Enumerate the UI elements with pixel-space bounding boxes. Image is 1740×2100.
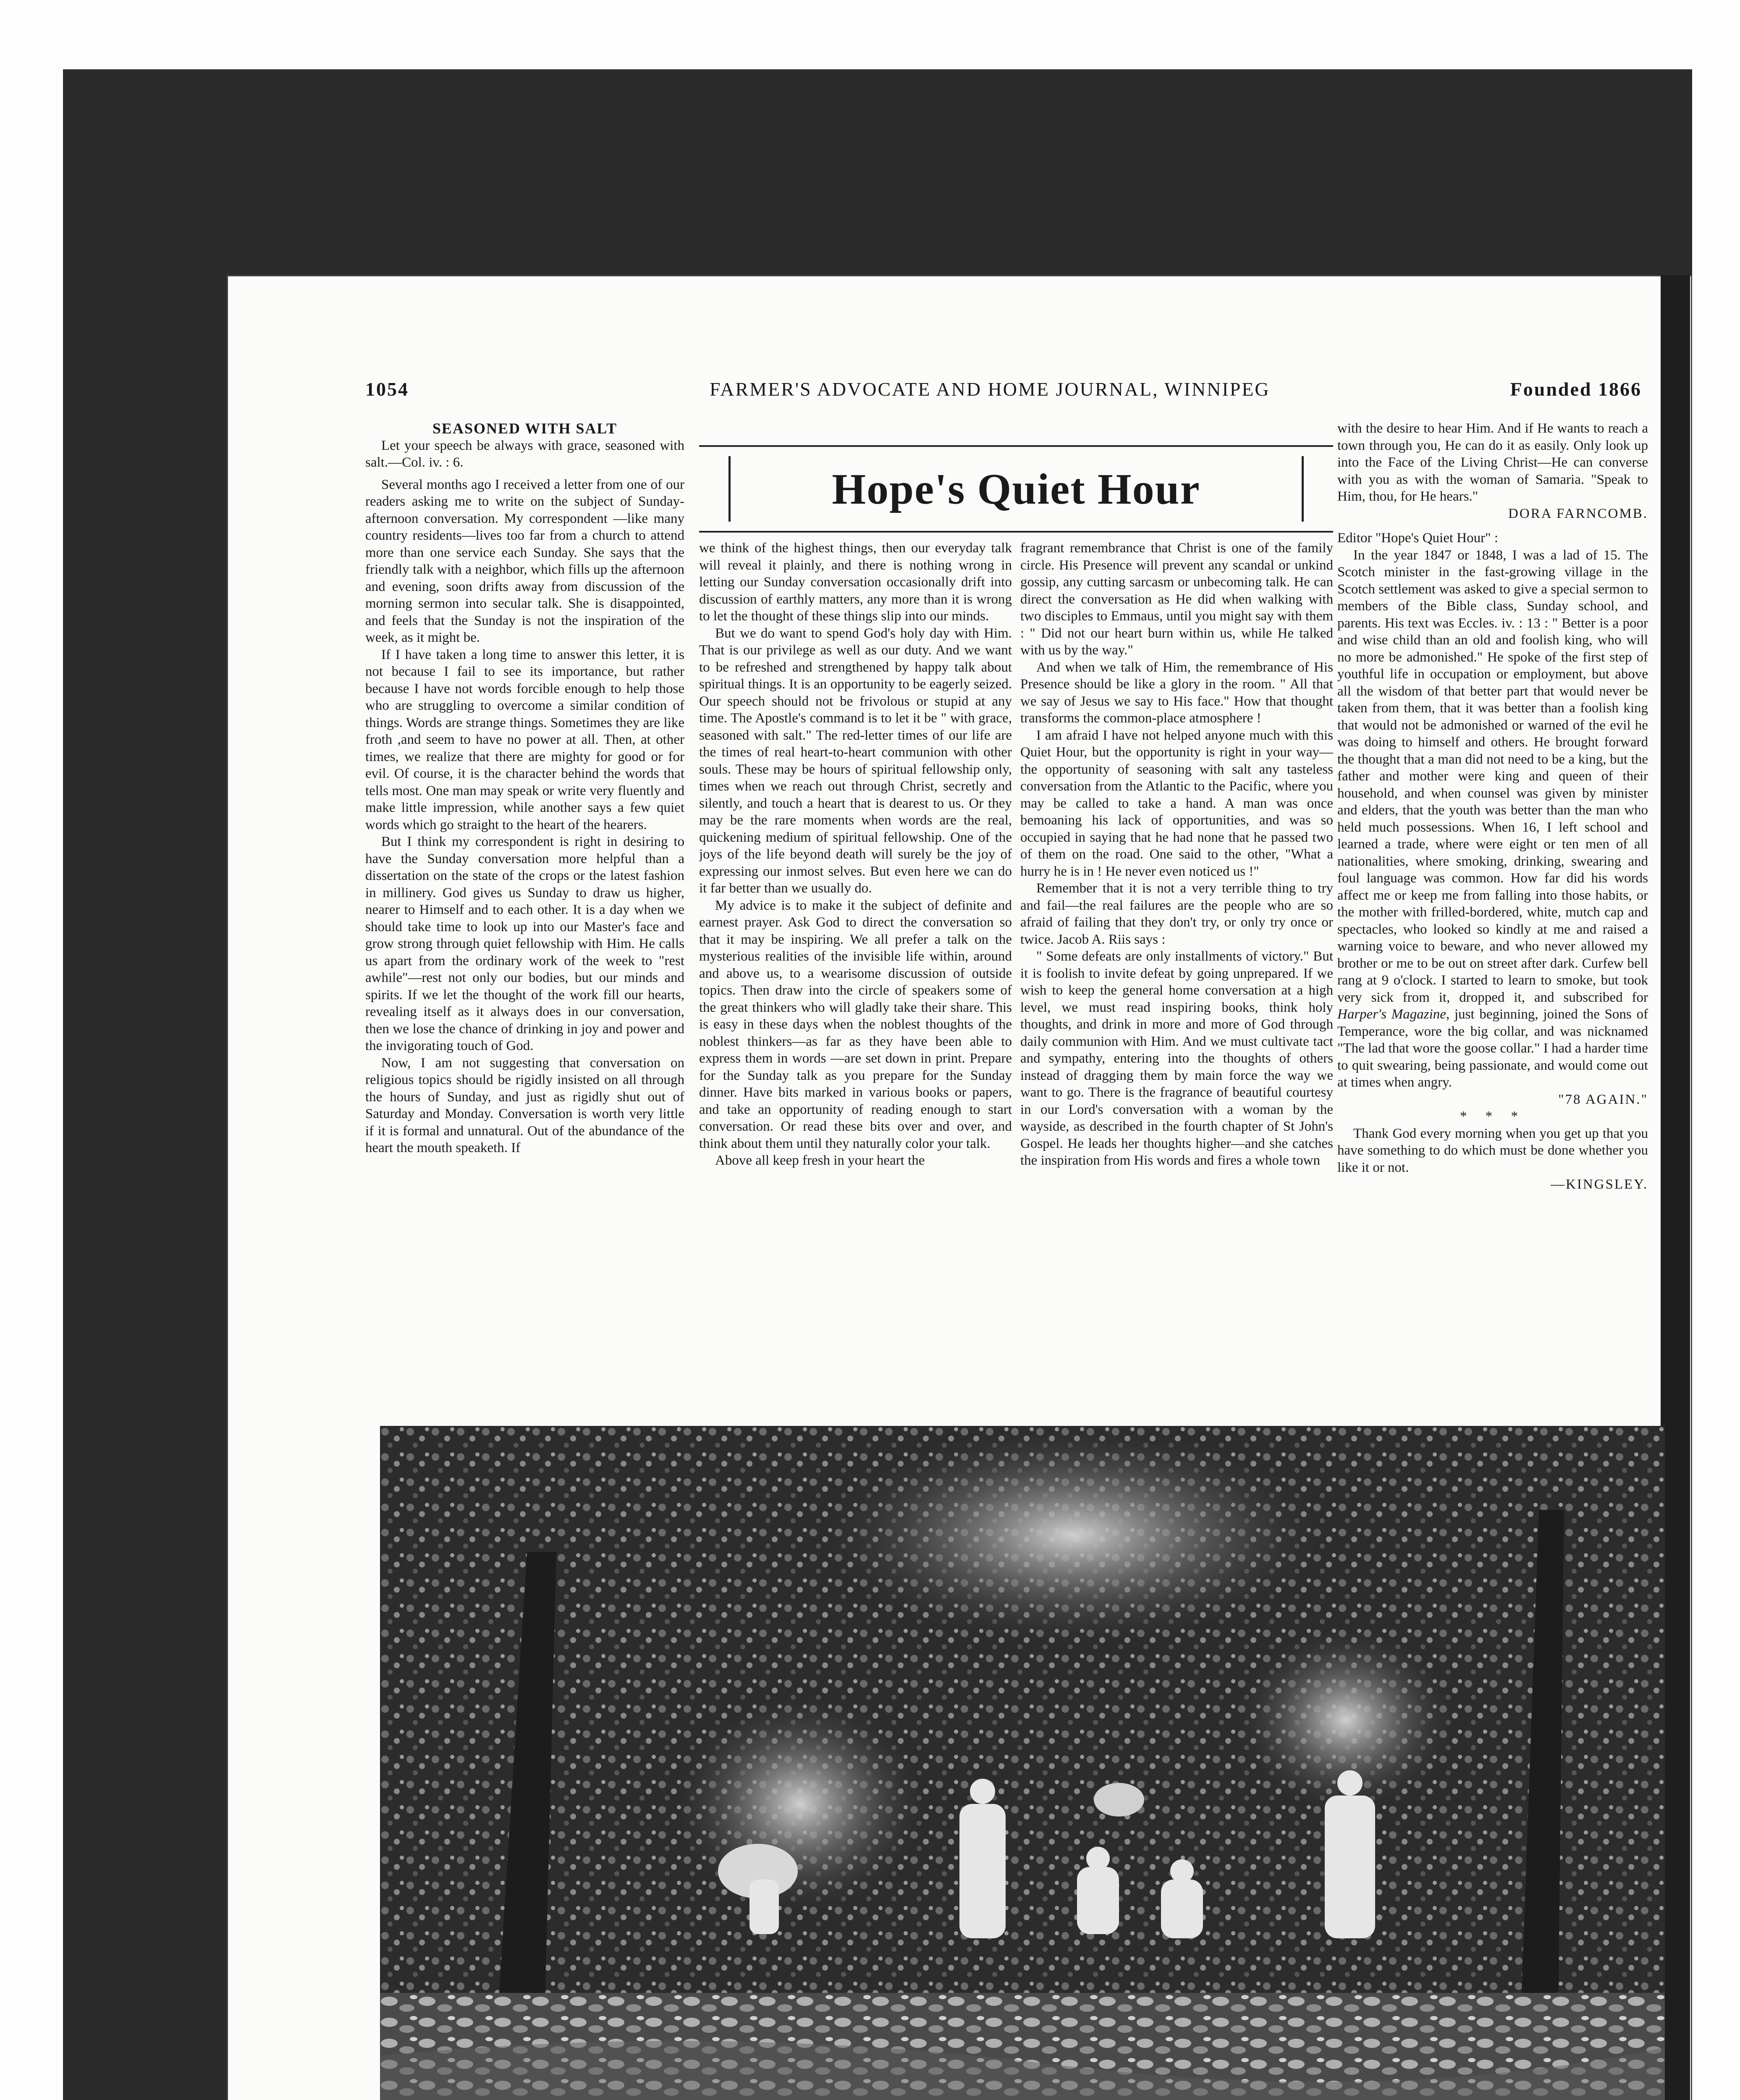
founded-note: Founded 1866: [1510, 378, 1642, 400]
letter-salutation: Editor "Hope's Quiet Hour" :: [1337, 530, 1498, 546]
letter-paragraph: [1337, 547, 1648, 1091]
article-column-3: [1020, 540, 1333, 1403]
letter-text: In the year 1847 or 1848, I was a lad of 15. The Scotch minister in the fast-growing village in the Scotch settlement was asked to give a special sermon to members of the Bible class, Sunday school, and parents. His text was Eccles. iv. : 13 : " Better is a poor and wise child than an old and foolish king, who will no more be admonished." He spoke of the first step of youthful life in occupation or employment, but above all the wisdom of that better part that would never be taken from them, that it was better than a foolish king that would not be admonished or warned of the evil he was doing to himself and others. He brought forward the thought that a man did not need to be a king, but the father and mother were king and queen of their household, and when counsel was given by minister and elders, that the youth was better than the man who held much possessions. When 16, I left school and learned a trade, where were eight or ten men of all nationalities, where smoking, drinking, swearing and foul language was common. How far did his words affect me or keep me from falling into those habits, or the mother with frilled-bordered, white, mutch cap and spectacles, who looked so kindly at me and raised a warning voice to beware, and who never allowed my brother or me to be out on street after dark. Curfew bell rang at 9 o'clock. I started to learn to smoke, but took very sick from it, dropped it, and subscribed for: [1337, 547, 1648, 1005]
paragraph: Now, I am not suggesting that conversation on religious topics should be rigidly insisted on all through the hours of Sunday, and just as rigidly shut out of Saturday and Monday. Conversation is worth very little if it is formal and unnatural. Out of the abundance of the heart the mouth speaketh. If: [365, 1055, 684, 1155]
article-column-2: [699, 540, 1012, 1403]
section-heading: SEASONED WITH SALT: [432, 420, 618, 437]
paragraph: Above all keep fresh in your heart the: [715, 1153, 925, 1168]
paragraph: My advice is to make it the subject of definite and earnest prayer. Ask God to direct the conversation so that it may be inspiring. We all prefer a talk on the mysterious realities of the invisible life within, around and above us, to a wearisome discussion of outside topics. Then draw into the circle of speakers some of the great thinkers who will gladly take their share. This is easy in these days when the noblest thoughts of the noblest thinkers—as far as they have been able to express them in words —are set down in print. Prepare for the Sunday talk as you prepare for the Sunday dinner. Have bits marked in various books or papers, and take an opportunity of reading enough to start conversation. Or read these bits over and over, and think about them until they naturally color your talk.: [699, 898, 1012, 1151]
magazine-title: Harper's Magazine: [1337, 1007, 1446, 1022]
photo-illustration: [380, 1426, 1665, 2100]
quote-attribution: —KINGSLEY.: [1551, 1177, 1648, 1192]
paragraph: " Some defeats are only installments of victory." But it is foolish to invite defeat by going unprepared. If we wish to keep the general home conversation at a high level, we must read inspiring books, think holy thoughts, and drink in more and more of God through daily communion with Him. And we must cultivate tact and sympathy, entering into the thoughts of others instead of dragging them by main force the way we want to go. There is the fragrance of beautiful courtesy in our Lord's conversation with a woman by the wayside, as described in the fourth chapter of St John's Gospel. He leads her thoughts higher—and she catches the inspiration from His words and fires a whole town: [1020, 949, 1333, 1168]
column-title-box: [699, 445, 1333, 533]
author-signature: DORA FARNCOMB.: [1508, 506, 1648, 521]
section-separator: * * *: [1460, 1109, 1525, 1124]
paragraph: If I have taken a long time to answer this letter, it is not because I fail to see its importance, but rather because I have not words forcible enough to help those who are struggling to overcome a similar condition of things. Words are strange things. Sometimes they are like froth ,and seem to have no power at all. Then, at other times, we realize that there are mighty for good or for evil. Of course, it is the character behind the words that tells most. One man may speak or write very fluently and make little impression, while another says a few quiet words which go straight to the heart of the hearers.: [365, 647, 684, 832]
paragraph: fragrant remembrance that Christ is one of the family circle. His Presence will prevent any scandal or unkind gossip, any cutting sarcasm or unbecoming talk. He can direct the conversation as He did when walking with two disciples to Emmaus, until you might say with them : " Did not our heart burn within us, while He talked with us by the way.": [1020, 541, 1333, 658]
title-frame: [728, 456, 1304, 522]
paragraph: And when we talk of Him, the remembrance of His Presence should be like a glory in the room. " All that we say of Jesus we say to His face." How that thought transforms the common-place atmosphere !: [1020, 659, 1333, 726]
paragraph: with the desire to hear Him. And if He wants to reach a town through you, He can do it as easily. Only look up into the Face of the Living Christ—He can converse with you as with the woman of Samaria. "Speak to Him, thou, for He hears.": [1337, 421, 1648, 504]
page-edge-shadow: [1661, 275, 1690, 2100]
column-title: Hope's Quiet Hour: [832, 465, 1200, 513]
paragraph: But I think my correspondent is right in desiring to have the Sunday conversation more helpful than a dissertation on the state of the crops or the latest fashion in millinery. God gives us Sunday to draw us higher, nearer to Himself and to each other. It is a day when we should take time to look up into our Master's face and grow strong through quiet fellowship with Him. He calls us apart from the ordinary work of the week to "rest awhile"—rest not only our bodies, but our minds and spirits. If we let the thought of the work fill our hearts, revealing itself as it always does in our conversation, then we lose the chance of drinking in joy and power and the invigorating touch of God.: [365, 834, 684, 1053]
letter-text: , just beginning, joined the Sons of Temperance, wore the big collar, and was nicknamed "The lad that wore the goose collar." I had a harder time to quit swearing, being passionate, and would come out at times when angry.: [1337, 1007, 1648, 1090]
paragraph: Several months ago I received a letter from one of our readers asking me to write on the subject of Sunday-afternoon conversation. My correspondent —like many country residents—lives too far from a church to attend more than one service each Sunday. She says that the friendly talk with a neighbor, which fills up the afternoon and evening, soon drifts away from discussion of the morning sermon into secular talk. She is disappointed, and feels that the Sunday is not the inspiration of the week, as it might be.: [365, 477, 684, 645]
paragraph: But we do want to spend God's holy day with Him. That is our privilege as well as our duty. And we want to be refreshed and strengthened by happy talk about spiritual things. It is an opportunity to be eagerly seized. Our speech should not be frivolous or stupid at any time. The Apostle's command is to let it be " with grace, seasoned with salt." The red-letter times of our life are the times of real heart-to-heart communion with other souls. These may be hours of spiritual fellowship only, times when we reach out through Christ, secretly and silently, and touch a heart that is dearest to us. Or they may be the rare moments when words are the real, quickening medium of spiritual fellowship. One of the joys of the life beyond death will surely be the joy of expressing our inmost selves. But even here we can do it far better than we usually do.: [699, 625, 1012, 896]
letter-signature: "78 AGAIN.": [1558, 1092, 1648, 1107]
journal-title: FARMER'S ADVOCATE AND HOME JOURNAL, WINNIPEG: [710, 378, 1270, 400]
scripture-verse: Let your speech be always with grace, seasoned with salt.—Col. iv. : 6.: [365, 438, 684, 470]
article-column-4: [1337, 420, 1648, 1403]
page-header: [365, 378, 1642, 412]
quote-paragraph: Thank God every morning when you get up that you have something to do which must be done whether you like it or not.: [1337, 1126, 1648, 1175]
paragraph: we think of the highest things, then our everyday talk will reveal it plainly, and there is nothing wrong in letting our Sunday conversation occasionally drift into discussion of earthly matters, any more than it is wrong to let the thought of these things slip into our minds.: [699, 541, 1012, 624]
page-number: 1054: [365, 378, 409, 400]
photograph-stream-picnic: [380, 1426, 1665, 2100]
paragraph: Remember that it is not a very terrible thing to try and fail—the real failures are the people who are so afraid of failing that they don't try, or only try once or twice. Jacob A. Riis says :: [1020, 881, 1333, 947]
paragraph: I am afraid I have not helped anyone much with this Quiet Hour, but the opportunity is right in your way—the opportunity of seasoning with salt any tasteless conversation from the Atlantic to the Pacific, where you may be called to take a hand. A man was once bemoaning his lack of opportunities, and was so occupied in saying that he had none that he passed two of them on the road. One said to the other, "What a hurry he is in ! He never even noticed us !": [1020, 727, 1333, 879]
article-column-1: [365, 420, 684, 1403]
